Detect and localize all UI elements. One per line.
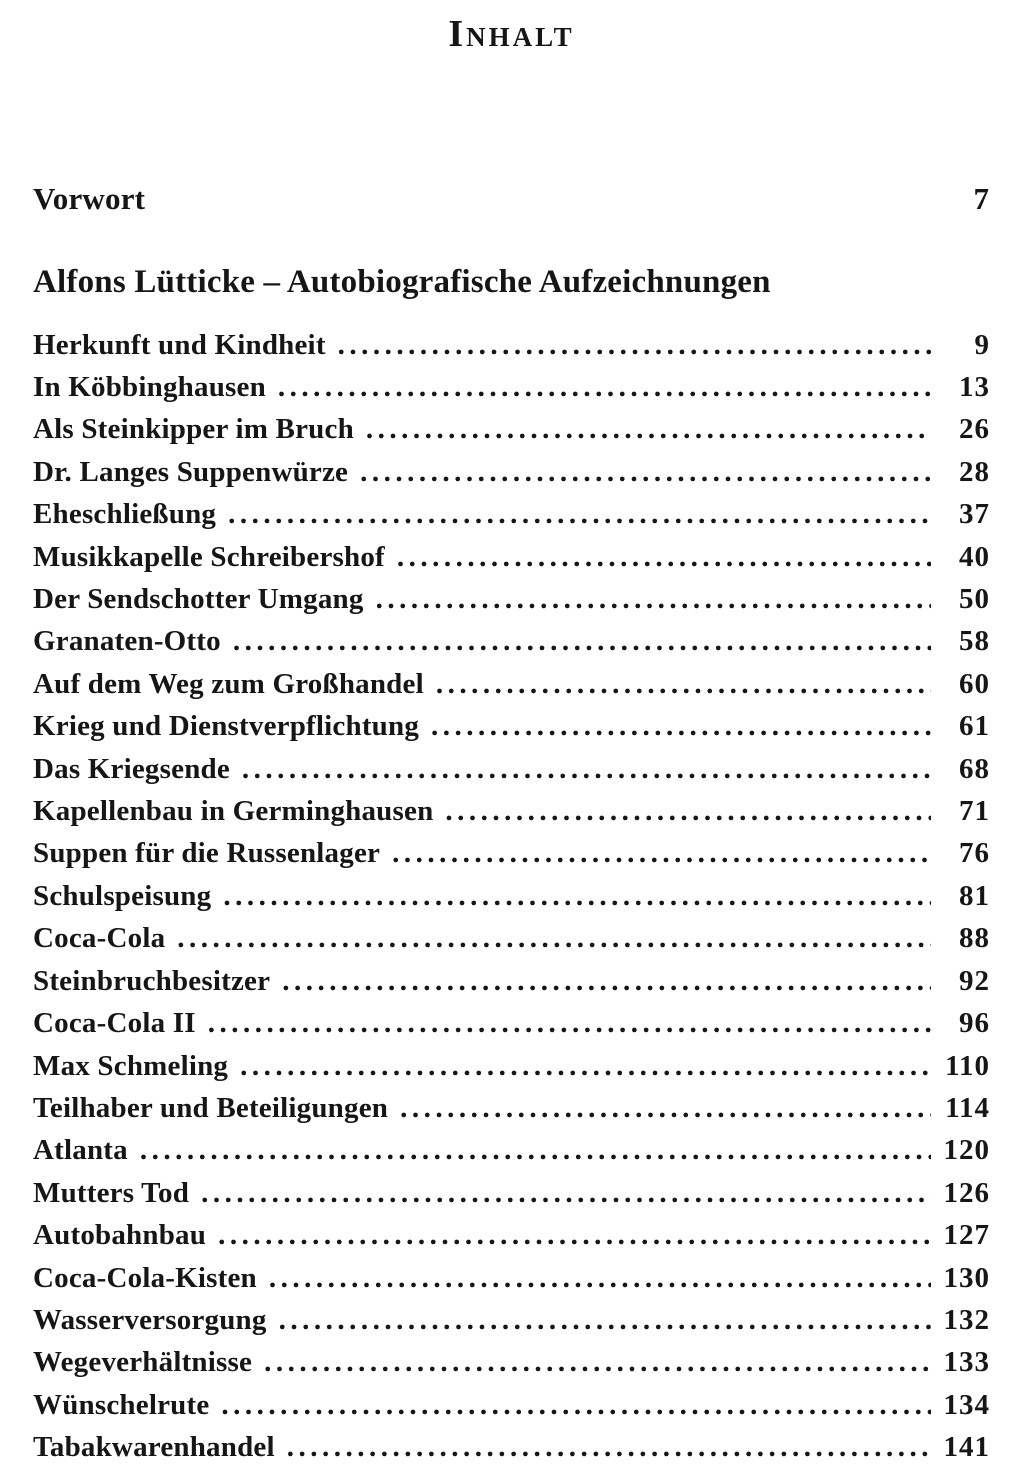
toc-entry-title: Teilhaber und Beteiligungen	[33, 1091, 389, 1124]
toc-row	[33, 493, 990, 535]
toc-entry-page: 110	[945, 1049, 990, 1082]
dot-leader	[264, 1341, 931, 1383]
toc-row	[33, 1384, 990, 1426]
toc-entry-page: 92	[959, 964, 990, 997]
toc-entry-page: 130	[943, 1261, 990, 1294]
dot-leader	[233, 620, 931, 662]
page-title: Inhalt	[448, 13, 575, 55]
dot-leader	[201, 1172, 931, 1214]
toc-row	[33, 408, 990, 450]
toc-entry-page: 81	[959, 879, 990, 912]
toc-entry-title: Kapellenbau in Germinghausen	[33, 795, 434, 828]
dot-leader	[269, 1257, 931, 1299]
toc-entry-title: Herkunft und Kindheit	[33, 328, 326, 361]
dot-leader	[445, 790, 931, 832]
toc-row	[33, 790, 990, 832]
toc-entry-title: Tabakwarenhandel	[33, 1431, 275, 1464]
toc-entry-page: 133	[943, 1346, 990, 1379]
toc-entry-page: 26	[959, 413, 990, 446]
toc-entry-title: Coca-Cola-Kisten	[33, 1261, 257, 1294]
dot-leader	[431, 705, 931, 747]
toc-entry-page: 127	[943, 1219, 990, 1252]
toc-row	[33, 705, 990, 747]
toc-entry-title: Als Steinkipper im Bruch	[33, 413, 354, 446]
dot-leader	[140, 1129, 931, 1171]
toc-row-vorwort	[33, 180, 990, 218]
dot-leader	[240, 1045, 931, 1087]
dot-leader	[376, 578, 931, 620]
dot-leader	[436, 663, 931, 705]
toc-entry-page: 126	[943, 1176, 990, 1209]
dot-leader	[242, 748, 931, 790]
toc-entry-title: Eheschließung	[33, 498, 217, 531]
toc-entry-page: 50	[959, 583, 990, 616]
dot-leader	[360, 451, 931, 493]
dot-leader	[223, 875, 931, 917]
toc-row	[33, 1172, 990, 1214]
toc-row	[33, 324, 990, 366]
toc-row	[33, 748, 990, 790]
toc-row	[33, 663, 990, 705]
toc-entry-title: Musikkapelle Schreibershof	[33, 540, 385, 573]
toc-entry-page: 134	[943, 1388, 990, 1421]
toc-entry-title: Wegeverhältnisse	[33, 1346, 253, 1379]
toc-entry-title: Auf dem Weg zum Großhandel	[33, 667, 424, 700]
section-heading: Alfons Lütticke – Autobiografische Aufzeichnungen	[33, 263, 771, 300]
toc-entry-title: Coca-Cola	[33, 922, 166, 955]
toc-entry-page: 71	[959, 795, 990, 828]
toc-row	[33, 1045, 990, 1087]
toc-row	[33, 578, 990, 620]
toc-row	[33, 1129, 990, 1171]
toc-entry-page: 37	[959, 498, 990, 531]
toc-entry-title: Dr. Langes Suppenwürze	[33, 455, 349, 488]
toc-entry-page: 114	[945, 1091, 990, 1124]
toc-entry-title: Suppen für die Russenlager	[33, 837, 381, 870]
toc-entry-title: Steinbruchbesitzer	[33, 964, 271, 997]
dot-leader	[392, 832, 931, 874]
toc-entry-page: 40	[959, 540, 990, 573]
toc-entry-page: 58	[959, 625, 990, 658]
dot-leader	[228, 493, 931, 535]
toc-entry-title: Krieg und Dienstverpflichtung	[33, 710, 420, 743]
dot-leader	[218, 1214, 931, 1256]
toc-row	[33, 366, 990, 408]
dot-leader	[397, 536, 931, 578]
dot-leader	[177, 917, 931, 959]
toc-entry-title: Mutters Tod	[33, 1176, 190, 1209]
toc-entry-title: Wasserversorgung	[33, 1303, 267, 1336]
toc-entry-title: Vorwort	[33, 180, 146, 216]
toc-entry-title: In Köbbinghausen	[33, 371, 266, 403]
toc-entry-title: Max Schmeling	[33, 1049, 229, 1082]
dot-leader	[279, 1299, 931, 1341]
toc-entry-page: 9	[974, 328, 990, 361]
toc-entry-page: 60	[959, 667, 990, 700]
dot-leader	[208, 1002, 931, 1044]
dot-leader	[366, 408, 931, 450]
toc-row	[33, 875, 990, 917]
toc-row	[33, 1087, 990, 1129]
toc-row	[33, 1426, 990, 1468]
toc-entry-page: 13	[959, 371, 990, 403]
toc-entry-title: Wünschelrute	[33, 1388, 210, 1421]
toc-entry-title: Autobahnbau	[33, 1219, 207, 1252]
toc-entry-page: 7	[973, 180, 990, 216]
dot-leader	[338, 324, 931, 366]
toc-entry-page: 61	[959, 710, 990, 743]
toc-row	[33, 917, 990, 959]
dot-leader	[400, 1087, 931, 1129]
toc-row	[33, 620, 990, 662]
dot-leader	[287, 1426, 931, 1468]
toc-row	[33, 1002, 990, 1044]
toc-entry-page: 120	[943, 1134, 990, 1167]
toc-entry-title: Schulspeisung	[33, 879, 212, 912]
toc-row	[33, 1214, 990, 1256]
toc-entry-title: Atlanta	[33, 1134, 128, 1167]
toc-entry-page: 28	[959, 455, 990, 488]
dot-leader	[282, 960, 931, 1002]
toc-row	[33, 960, 990, 1002]
toc-row	[33, 1299, 990, 1341]
toc-entry-page: 96	[959, 1007, 990, 1040]
toc-entry-title: Coca-Cola II	[33, 1007, 196, 1040]
toc-entry-title: Das Kriegsende	[33, 752, 230, 785]
dot-leader	[278, 366, 931, 408]
toc-list	[33, 324, 990, 1469]
toc-row	[33, 536, 990, 578]
toc-entry-page: 132	[943, 1303, 990, 1336]
toc-row	[33, 1257, 990, 1299]
toc-entry-page: 141	[943, 1431, 990, 1464]
toc-entry-title: Der Sendschotter Umgang	[33, 583, 364, 616]
dot-leader	[221, 1384, 931, 1426]
toc-entry-page: 68	[959, 752, 990, 785]
toc-row	[33, 832, 990, 874]
toc-entry-title: Granaten-Otto	[33, 625, 221, 658]
toc-row	[33, 451, 990, 493]
toc-entry-page: 88	[959, 922, 990, 955]
toc-row	[33, 1341, 990, 1383]
toc-entry-page: 76	[959, 837, 990, 870]
